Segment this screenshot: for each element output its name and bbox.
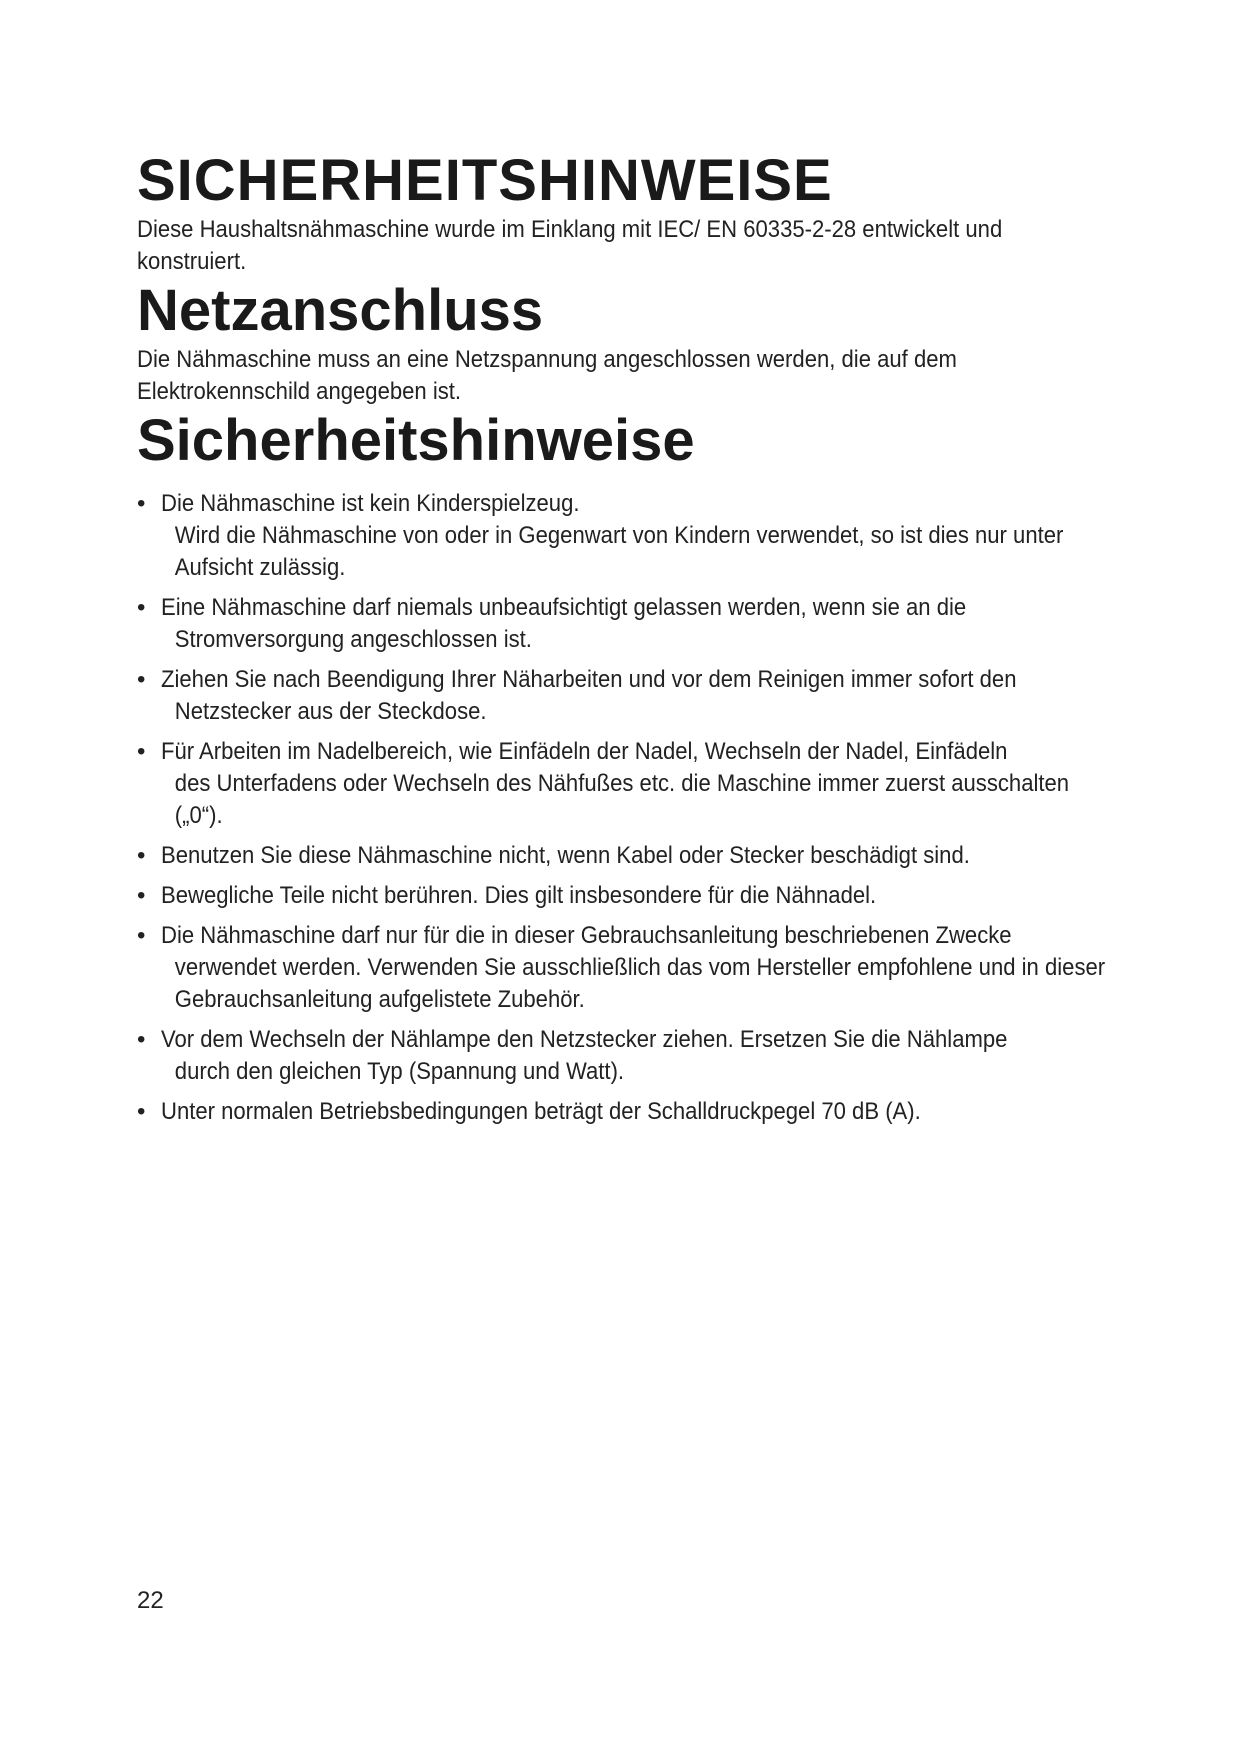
netzanschluss-heading: Netzanschluss	[137, 278, 544, 343]
list-item-continuation: Stromversorgung angeschlossen ist.	[174, 626, 532, 653]
list-item	[137, 736, 1117, 832]
list-item-first-line: Vor dem Wechseln der Nählampe den Netzstecker ziehen. Ersetzen Sie die Nählampe	[161, 1026, 1008, 1053]
bullet-icon: •	[137, 1098, 146, 1125]
list-item-first-line: Die Nähmaschine darf nur für die in dieser Gebrauchsanleitung beschriebenen Zwecke	[161, 922, 1012, 949]
list-item	[137, 664, 1117, 728]
page-content	[137, 148, 1117, 1136]
list-item-first-line: Für Arbeiten im Nadelbereich, wie Einfädeln der Nadel, Wechseln der Nadel, Einfädeln	[161, 738, 1008, 765]
bullet-icon: •	[137, 922, 146, 949]
list-item-text	[161, 736, 1109, 832]
list-item	[137, 1096, 1117, 1128]
list-item-first-line: Ziehen Sie nach Beendigung Ihrer Näharbeiten und vor dem Reinigen immer sofort den	[161, 666, 1017, 693]
list-item	[137, 1024, 1117, 1088]
list-item-continuation: des Unterfadens oder Wechseln des Nähfußes etc. die Maschine immer zuerst ausschalten („0“).	[174, 770, 1070, 829]
list-item-text	[161, 1024, 1109, 1088]
list-item-text	[161, 488, 1109, 584]
list-item-first-line: Die Nähmaschine ist kein Kinderspielzeug.	[161, 490, 580, 517]
bullet-icon: •	[137, 882, 146, 909]
list-item-text	[161, 880, 1109, 912]
list-item-first-line: Eine Nähmaschine darf niemals unbeaufsichtigt gelassen werden, wenn sie an die	[161, 594, 967, 621]
list-item	[137, 488, 1117, 584]
list-item	[137, 880, 1117, 912]
page-title: SICHERHEITSHINWEISE	[137, 148, 833, 213]
list-item-first-line: Bewegliche Teile nicht berühren. Dies gilt insbesondere für die Nähnadel.	[161, 882, 877, 909]
list-item-text	[161, 592, 1109, 656]
bullet-icon: •	[137, 490, 146, 517]
list-item-first-line: Unter normalen Betriebsbedingungen beträgt der Schalldruckpegel 70 dB (A).	[161, 1098, 921, 1125]
bullet-icon: •	[137, 1026, 146, 1053]
list-item-continuation: Netzstecker aus der Steckdose.	[174, 698, 487, 725]
safety-list	[137, 488, 1117, 1128]
list-item-continuation: durch den gleichen Typ (Spannung und Watt).	[174, 1058, 625, 1085]
list-item-text	[161, 1096, 1109, 1128]
list-item	[137, 920, 1117, 1016]
bullet-icon: •	[137, 738, 146, 765]
page-number: 22	[137, 1587, 164, 1614]
list-item	[137, 840, 1117, 872]
list-item-text	[161, 664, 1109, 728]
list-item-text	[161, 840, 1109, 872]
list-item	[137, 592, 1117, 656]
list-item-text	[161, 920, 1109, 1016]
bullet-icon: •	[137, 666, 146, 693]
sicherheitshinweise-heading: Sicherheitshinweise	[137, 408, 695, 473]
netzanschluss-paragraph: Die Nähmaschine muss an eine Netzspannung angeschlossen werden, die auf dem Elektrokennschild angegeben ist.	[137, 346, 957, 405]
bullet-icon: •	[137, 594, 146, 621]
list-item-continuation: Wird die Nähmaschine von oder in Gegenwart von Kindern verwendet, so ist dies nur unter Aufsicht zulässig.	[174, 522, 1064, 581]
list-item-continuation: verwendet werden. Verwenden Sie ausschließlich das vom Hersteller empfohlene und in dieser Gebrauchsanleitung aufgelistete Zubehör.	[174, 954, 1106, 1013]
bullet-icon: •	[137, 842, 146, 869]
intro-paragraph: Diese Haushaltsnähmaschine wurde im Einklang mit IEC/ EN 60335-2-28 entwickelt und konstruiert.	[137, 216, 1003, 275]
list-item-first-line: Benutzen Sie diese Nähmaschine nicht, wenn Kabel oder Stecker beschädigt sind.	[161, 842, 970, 869]
